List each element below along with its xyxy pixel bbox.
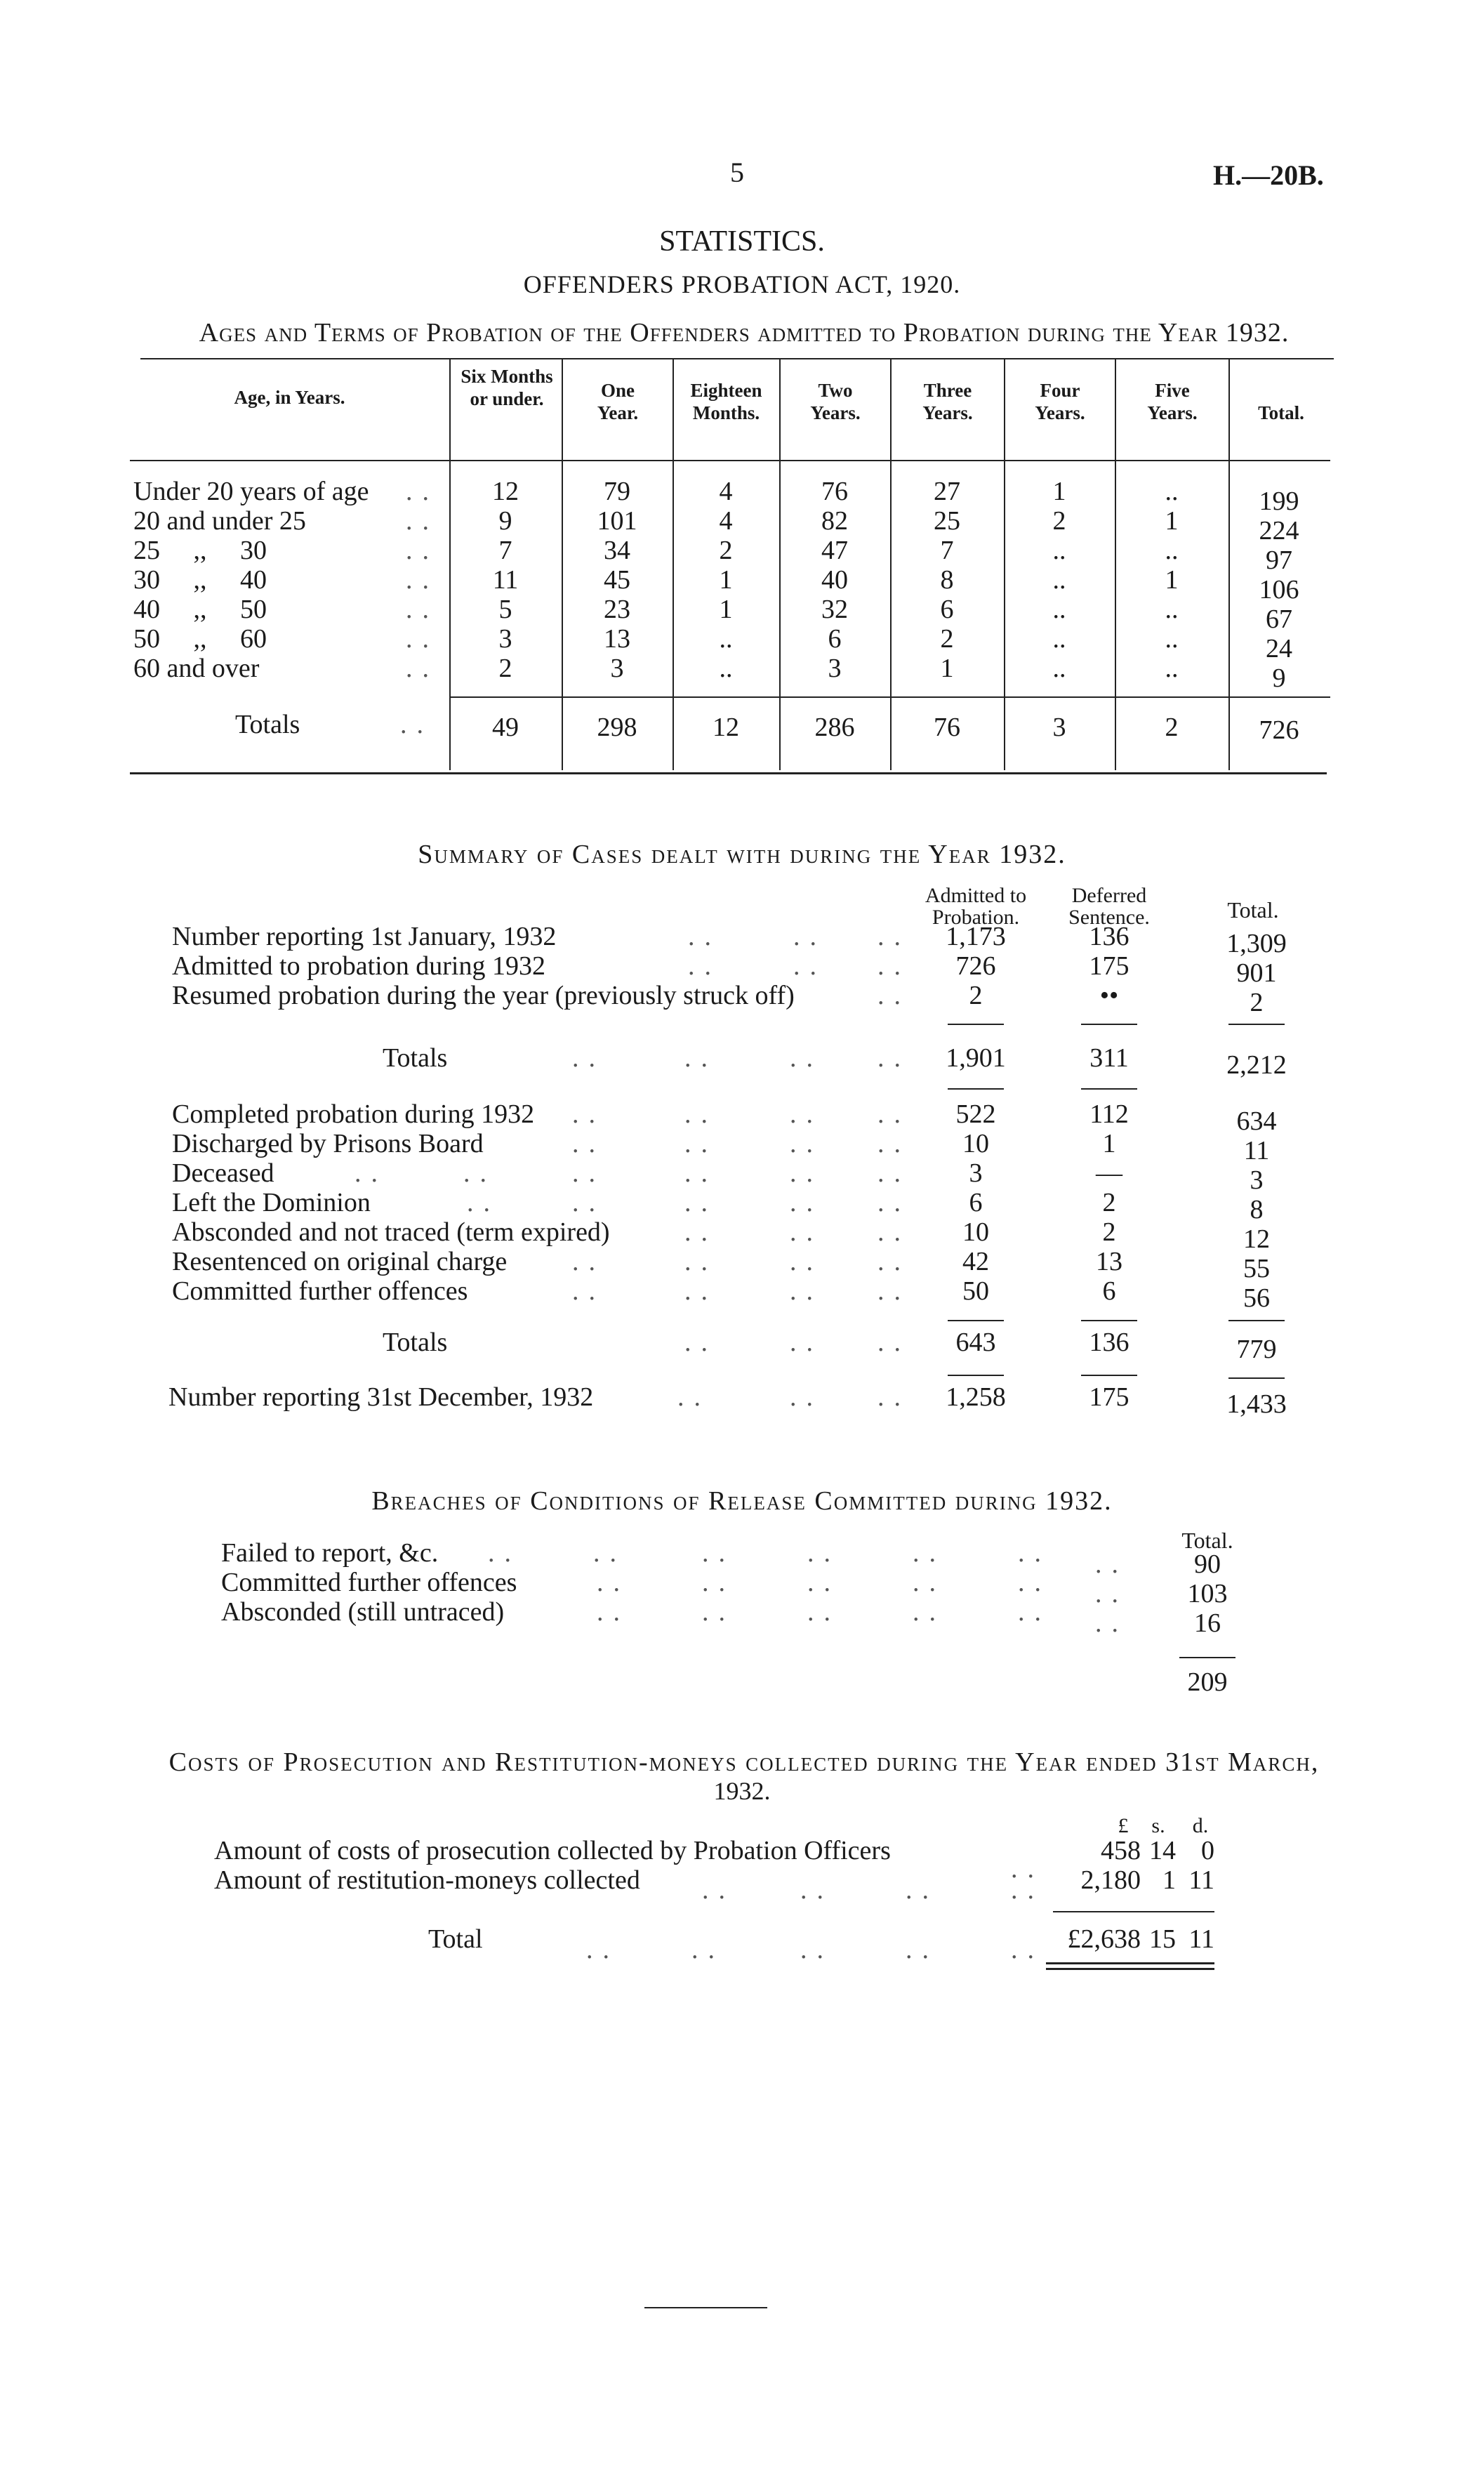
leader-dots: .. [684,1043,717,1073]
leader-dots: .. [877,1276,910,1306]
summary-admitted: 50 [962,1276,989,1306]
sum-rule [1228,1377,1285,1379]
summary-total: 2 [1250,988,1264,1017]
ages-cell: 67 [1266,604,1292,634]
ages-table-header-rule [130,460,1330,461]
leader-dots: .. [702,1597,735,1627]
summary-deferred: 2 [1102,1188,1116,1217]
summary-deferred: — [1096,1158,1122,1188]
leader-dots: .. [877,1158,910,1188]
ages-total-cell: 286 [814,713,855,742]
ages-cell: .. [1165,536,1179,565]
ages-total-cell: 726 [1259,715,1299,745]
ages-row-label: 50 ,, 60 [133,624,267,654]
ages-row-label: Under 20 years of age [133,477,369,506]
leader-dots: .. [406,624,439,654]
leader-dots: .. [906,1935,939,1964]
leader-dots: .. [406,654,439,683]
summary-header-admitted: Admitted to Probation. [925,884,1027,929]
ages-cell: 2 [719,536,733,565]
leader-dots: .. [572,1276,605,1306]
leader-dots: .. [877,981,910,1010]
leader-dots: .. [790,1188,823,1217]
ages-col-rule [1115,359,1116,770]
ages-table-caption: Ages and Terms of Probation of the Offenders admitted to Probation during the Year 1932. [199,318,1290,348]
ages-cell: 40 [821,565,848,595]
double-rule [1046,1962,1214,1964]
leader-dots: .. [913,1538,946,1568]
cost-total-pence: 11 [1188,1924,1214,1954]
leader-dots: .. [1011,1875,1044,1905]
leader-dots: .. [793,951,826,981]
ages-header-eighteen-months: Eighteen Months. [690,380,762,423]
ages-cell: 4 [719,477,733,506]
leader-dots: .. [463,1158,496,1188]
leader-dots: .. [406,536,439,565]
leader-dots: .. [807,1538,840,1568]
summary-deferred: 1 [1102,1129,1116,1158]
ages-cell: 3 [498,624,512,654]
ages-cell: 2 [1052,506,1066,536]
summary-row-label: Absconded and not traced (term expired) [172,1217,610,1247]
summary-admitted: 2 [969,981,983,1010]
ages-cell: .. [719,624,733,654]
ages-cell: 7 [498,536,512,565]
leader-dots: .. [684,1158,717,1188]
ages-cell: 5 [498,595,512,624]
ages-col-rule [779,359,781,770]
breach-row-total: 16 [1194,1608,1221,1638]
summary-row-label: Resentenced on original charge [172,1247,508,1276]
leader-dots: .. [1011,1935,1044,1964]
breaches-header-total: Total. [1181,1528,1233,1553]
summary-total: 8 [1250,1195,1264,1224]
cost-total-pounds: £2,638 [1067,1924,1141,1954]
summary-total: 901 [1236,958,1277,988]
costs-header-shillings: s. [1151,1814,1165,1837]
ages-cell: 12 [492,477,519,506]
leader-dots: .. [684,1217,717,1247]
ages-cell: 45 [604,565,630,595]
ages-cell: .. [1052,654,1066,683]
ages-cell: 9 [498,506,512,536]
leader-dots: .. [807,1568,840,1597]
summary-admitted: 1,901 [946,1043,1006,1073]
leader-dots: .. [684,1188,717,1217]
summary-row-label: Totals [383,1043,448,1073]
breach-sum: 209 [1187,1667,1228,1697]
sum-rule [1053,1911,1214,1912]
ages-col-rule [673,359,674,770]
leader-dots: .. [702,1875,735,1905]
ages-totals-label: Totals [235,710,300,739]
leader-dots: .. [877,1328,910,1357]
leader-dots: .. [800,1935,833,1964]
sum-rule [1081,1375,1137,1376]
leader-dots: .. [684,1247,717,1276]
ages-cell: .. [719,654,733,683]
ages-cell: 2 [940,624,954,654]
leader-dots: .. [684,1129,717,1158]
leader-dots: .. [467,1188,500,1217]
leader-dots: .. [572,1043,605,1073]
ages-total-cell: 76 [934,713,960,742]
leader-dots: .. [877,1188,910,1217]
ages-header-total: Total. [1258,402,1304,423]
summary-total: 55 [1243,1254,1270,1283]
leader-dots: .. [702,1538,735,1568]
leader-dots: .. [677,1382,710,1412]
leader-dots: .. [684,1099,717,1129]
leader-dots: .. [597,1568,630,1597]
leader-dots: .. [597,1597,630,1627]
ages-cell: 4 [719,506,733,536]
leader-dots: .. [906,1875,939,1905]
leader-dots: .. [702,1568,735,1597]
ages-cell: 97 [1266,546,1292,575]
leader-dots: .. [355,1158,387,1188]
cost-pence: 0 [1201,1836,1214,1865]
statistics-title: STATISTICS. [659,225,825,258]
ages-cell: .. [1052,565,1066,595]
ages-cell: .. [1052,536,1066,565]
sum-rule [948,1320,1004,1321]
ages-cell: 7 [940,536,954,565]
costs-caption-line1: Costs of Prosecution and Restitution-moneys collected during the Year ended 31st March, [168,1747,1320,1777]
sum-rule [1228,1024,1285,1025]
ages-cell: 47 [821,536,848,565]
summary-admitted: 10 [962,1129,989,1158]
summary-row-label: Discharged by Prisons Board [172,1129,484,1158]
summary-total: 11 [1243,1136,1270,1165]
summary-header-total: Total. [1227,897,1279,923]
leader-dots: .. [913,1568,946,1597]
ages-cell: .. [1052,624,1066,654]
leader-dots: .. [790,1328,823,1357]
page-end-rule [644,2307,767,2308]
summary-deferred: 136 [1089,922,1129,951]
ages-cell: 79 [604,477,630,506]
leader-dots: .. [877,1382,910,1412]
leader-dots: .. [400,710,433,739]
ages-cell: 6 [828,624,842,654]
costs-header-pounds: £ [1118,1814,1129,1837]
leader-dots: .. [877,951,910,981]
breach-row-total: 103 [1187,1579,1228,1608]
summary-admitted: 726 [955,951,996,981]
leader-dots: .. [684,1328,717,1357]
summary-deferred: 13 [1096,1247,1122,1276]
cost-shillings: 1 [1162,1865,1176,1895]
act-title: OFFENDERS PROBATION ACT, 1920. [523,270,961,298]
ages-cell: 34 [604,536,630,565]
summary-admitted: 522 [955,1099,996,1129]
leader-dots: .. [688,922,721,951]
summary-deferred: 112 [1089,1099,1129,1129]
sum-rule [1081,1024,1137,1025]
leader-dots: .. [877,1099,910,1129]
ages-total-cell: 3 [1052,713,1066,742]
summary-total: 2,212 [1226,1050,1287,1080]
leader-dots: .. [572,1129,605,1158]
breaches-caption: Breaches of Conditions of Release Committed during 1932. [371,1486,1113,1516]
ages-cell: 13 [604,624,630,654]
breach-row-label: Absconded (still untraced) [221,1597,505,1627]
ages-cell: .. [1052,595,1066,624]
ages-header-four-years: Four Years. [1035,380,1085,423]
ages-col-rule [890,359,892,770]
summary-deferred: 2 [1102,1217,1116,1247]
ages-cell: .. [1165,654,1179,683]
summary-deferred: 175 [1089,1382,1129,1412]
summary-row-label: Number reporting 1st January, 1932 [172,922,557,951]
leader-dots: .. [790,1276,823,1306]
ages-cell: 11 [492,565,519,595]
ages-cell: 8 [940,565,954,595]
summary-row-label: Totals [383,1328,448,1357]
document-reference: H.—20B. [1213,159,1324,191]
leader-dots: .. [877,1217,910,1247]
cost-total-label: Total [428,1924,483,1954]
breach-row-label: Committed further offences [221,1568,517,1597]
breach-row-total: 90 [1194,1549,1221,1579]
summary-total: 3 [1250,1165,1264,1195]
ages-row-label: 40 ,, 50 [133,595,267,624]
summary-row-label: Committed further offences [172,1276,468,1306]
ages-cell: 25 [934,506,960,536]
leader-dots: .. [684,1276,717,1306]
costs-header-pence: d. [1192,1814,1209,1837]
summary-deferred: 311 [1089,1043,1129,1073]
sum-rule [1228,1320,1285,1321]
page-number: 5 [730,157,744,188]
ages-cell: 1 [719,565,733,595]
ages-row-label: 60 and over [133,654,260,683]
leader-dots: .. [586,1935,619,1964]
ages-cell: 1 [1052,477,1066,506]
leader-dots: .. [877,1043,910,1073]
ages-cell: 2 [498,654,512,683]
ages-header-one-year: One Year. [597,380,639,423]
leader-dots: .. [800,1875,833,1905]
ages-col-rule [1004,359,1005,770]
leader-dots: .. [790,1247,823,1276]
sum-rule [1081,1088,1137,1090]
leader-dots: .. [406,595,439,624]
ages-cell: .. [1165,595,1179,624]
leader-dots: .. [572,1247,605,1276]
ages-cell: 1 [719,595,733,624]
summary-total: 56 [1243,1283,1270,1313]
cost-total-shillings: 15 [1149,1924,1176,1954]
ages-header-age: Age, in Years. [234,387,345,408]
leader-dots: .. [688,951,721,981]
summary-admitted: 1,173 [946,922,1006,951]
sum-rule [948,1088,1004,1090]
ages-cell: 32 [821,595,848,624]
ages-cell: 1 [940,654,954,683]
ages-header-three-years: Three Years. [922,380,973,423]
leader-dots: .. [913,1597,946,1627]
summary-deferred: 175 [1089,951,1129,981]
ages-col-rule [562,359,563,770]
leader-dots: .. [790,1129,823,1158]
ages-cell: 3 [610,654,624,683]
leader-dots: .. [1018,1597,1051,1627]
leader-dots: .. [1095,1608,1128,1638]
summary-total: 12 [1243,1224,1270,1254]
ages-cell: 76 [821,477,848,506]
summary-total: 779 [1236,1335,1277,1364]
leader-dots: .. [406,565,439,595]
summary-admitted: 42 [962,1247,989,1276]
ages-cell: 3 [828,654,842,683]
leader-dots: .. [877,1129,910,1158]
ages-cell: 23 [604,595,630,624]
summary-header-deferred: Deferred Sentence. [1068,884,1150,929]
leader-dots: .. [691,1935,724,1964]
leader-dots: .. [790,1382,823,1412]
ages-total-cell: 12 [713,713,739,742]
cost-pounds: 458 [1101,1836,1141,1865]
leader-dots: .. [790,1158,823,1188]
ages-total-cell: 2 [1165,713,1179,742]
ages-cell: 106 [1259,575,1299,604]
ages-header-six-months: Six Months or under. [461,366,553,409]
summary-admitted: 1,258 [946,1382,1006,1412]
sum-rule [948,1024,1004,1025]
summary-row-label: Completed probation during 1932 [172,1099,535,1129]
summary-total: 634 [1236,1106,1277,1136]
cost-row-label: Amount of restitution-moneys collected [214,1865,640,1895]
ages-total-cell: 49 [492,713,519,742]
summary-deferred: 6 [1102,1276,1116,1306]
leader-dots: .. [807,1597,840,1627]
ages-cell: 101 [597,506,637,536]
leader-dots: .. [1095,1579,1128,1608]
ages-table-top-rule [140,358,1334,359]
summary-deferred: •• [1099,981,1119,1010]
leader-dots: .. [406,506,439,536]
ages-row-label: 25 ,, 30 [133,536,267,565]
sum-rule [1179,1657,1235,1658]
leader-dots: .. [1018,1538,1051,1568]
cost-pence: 11 [1188,1865,1214,1895]
summary-admitted: 3 [969,1158,983,1188]
summary-total: 1,433 [1226,1389,1287,1419]
ages-cell: 6 [940,595,954,624]
leader-dots: .. [593,1538,626,1568]
cost-pounds: 2,180 [1080,1865,1141,1895]
ages-total-cell: 298 [597,713,637,742]
leader-dots: .. [877,922,910,951]
ages-row-label: 20 and under 25 [133,506,306,536]
leader-dots: .. [1018,1568,1051,1597]
leader-dots: .. [790,1099,823,1129]
leader-dots: .. [793,922,826,951]
sum-rule [1081,1320,1137,1321]
ages-cell: 1 [1165,506,1179,536]
ages-header-two-years: Two Years. [810,380,861,423]
ages-row-label: 30 ,, 40 [133,565,267,595]
summary-row-label: Admitted to probation during 1932 [172,951,545,981]
summary-caption: Summary of Cases dealt with during the Year 1932. [418,840,1066,869]
ages-col-rule [1228,359,1230,770]
leader-dots: .. [572,1099,605,1129]
ages-cell: 9 [1272,663,1286,693]
leader-dots: .. [790,1217,823,1247]
ages-cell: 24 [1266,634,1292,663]
leader-dots: .. [1011,1854,1044,1884]
cost-shillings: 14 [1149,1836,1176,1865]
ages-col-rule [449,359,451,770]
leader-dots: .. [488,1538,521,1568]
summary-row-label: Deceased [172,1158,274,1188]
summary-admitted: 6 [969,1188,983,1217]
ages-cell: 82 [821,506,848,536]
ages-cell: .. [1165,477,1179,506]
summary-admitted: 10 [962,1217,989,1247]
leader-dots: .. [406,477,439,506]
costs-caption-line2: 1932. [713,1777,771,1805]
leader-dots: .. [790,1043,823,1073]
leader-dots: .. [877,1247,910,1276]
summary-deferred: 136 [1089,1328,1129,1357]
summary-admitted: 643 [955,1328,996,1357]
summary-row-label: Resumed probation during the year (previously struck off) [172,981,795,1010]
ages-table-bottom-rule [130,772,1327,774]
leader-dots: .. [572,1188,605,1217]
summary-total: 1,309 [1226,929,1287,958]
double-rule [1046,1968,1214,1970]
ages-cell: 27 [934,477,960,506]
ages-cell: 1 [1165,565,1179,595]
ages-cell: .. [1165,624,1179,654]
summary-row-label: Left the Dominion [172,1188,371,1217]
cost-row-label: Amount of costs of prosecution collected by Probation Officers [214,1836,891,1865]
ages-cell: 199 [1259,487,1299,516]
ages-header-five-years: Five Years. [1147,380,1198,423]
sum-rule [948,1375,1004,1376]
breach-row-label: Failed to report, &c. [221,1538,439,1568]
ages-cell: 224 [1259,516,1299,546]
summary-row-label: Number reporting 31st December, 1932 [168,1382,594,1412]
leader-dots: .. [1095,1549,1128,1579]
leader-dots: .. [572,1158,605,1188]
